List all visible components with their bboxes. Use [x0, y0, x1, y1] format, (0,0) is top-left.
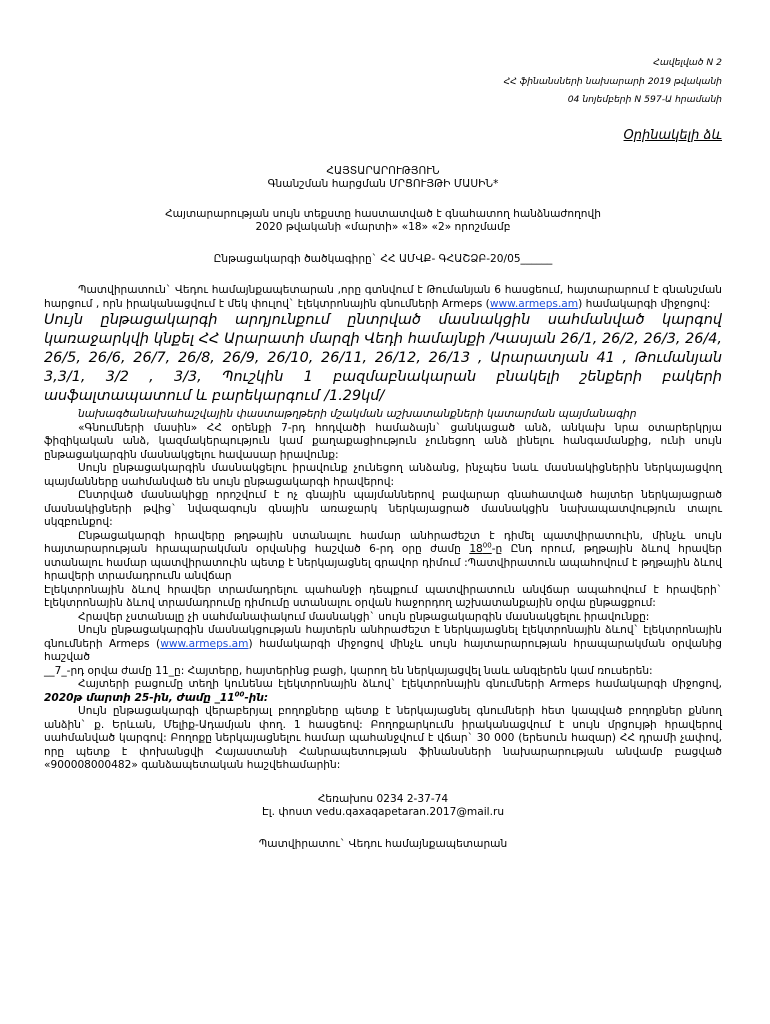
subject-tail: նախագծանախահաշվային փաստաթղթերի մշակման աշխատանքների կատարման պայմանագիր	[78, 408, 637, 420]
approval-note	[44, 208, 722, 235]
opening-date	[44, 689, 269, 704]
annex-line-1: Հավելված N 2	[653, 57, 722, 68]
paragraph-conditions: Սույն ընթացակարգին մասնակցելու իրավունք չունեցող անձանց, ինչպես նաև մասնակիցներին ներկայացվող պայմանները սահմանված են սույն ընթացակարգի հրավերով:	[44, 462, 722, 488]
paragraph-deadline: __7_-րդ օրվա ժամը 11_ը: Հայտերը, հայտերինց բացի, կարող են ներկայացվել նաև անգլերեն կամ ռուսերեն:	[44, 664, 653, 677]
p7-text-b: ) համակարգի միջոցով մինչև սույն հայտարարության հրապարակման օրվանից հաշված	[44, 637, 722, 663]
p4-time-hour: 18	[469, 543, 483, 555]
p4-time-minutes: 00	[482, 541, 492, 550]
contacts	[44, 793, 722, 820]
annex-header	[44, 54, 722, 110]
approval-line-2: 2020 թվականի «մարտի» «18» «2» որոշմամբ	[255, 221, 511, 233]
paragraph-selection: Ընտրված մասնակիցը որոշվում է ոչ գնային պայմաններով բավարար գնահատված հայտեր ներկայացրած մասնակիցների թվից` նվազագույն գնային առաջարկ ներկայացրած մասնակցին նախապատվություն տալու սկզբունքով:	[44, 489, 722, 528]
contact-phone: Հեռախոս 0234 2-37-74	[317, 792, 449, 805]
announcement-title	[44, 165, 722, 192]
procurement-subject: Սույն ընթացակարգի արդյունքում ընտրված մասնակցին սահմանված կարգով կառաջարկվի կնքել ՀՀ Արարատի մարզի Վեդի համայնքի /Կասյան 26/1, 26/2, 26/3, 26/4, 26/5, 26/6, 26/7, 26/8, 26/9, 26/10, 26/11, 26/12, 26/13 , Արարատյան 41 , Թումանյան 3,3/1, 3/2 , 3/3, Պուշկին 1 բազմաբնակարան բնակելի շենքերի բակերի ասֆալտապատում և բարեկարգում /1.29կմ/	[44, 312, 722, 404]
p4-time	[469, 543, 491, 555]
annex-line-3: 04 նոյեմբերի N 597-Ա հրամանի	[567, 94, 722, 105]
paragraph-no-invitation: Հրավեր չստանալը չի սահմանափակում մասնակցի` սույն ընթացակարգին մասնակցելու իրավունքը:	[78, 610, 650, 623]
annex-line-2: ՀՀ ֆինանսների նախարարի 2019 թվականի	[503, 75, 722, 87]
paragraph-paper-invitation	[44, 530, 722, 584]
customer-footer: Պատվիրատու` Վեդու համայնքապետարան	[258, 837, 508, 850]
intro-paragraph	[44, 284, 722, 311]
contact-email: Էլ. փոստ vedu.qaxaqapetaran.2017@mail.ru	[261, 806, 505, 818]
sample-form-label: Օրինակելի ձև	[623, 127, 722, 143]
title-line-2: Գնանշման հարցման ՄՐՑՈՒՅԹԻ ՄԱՍԻՆ*	[267, 178, 499, 190]
opening-date-text: 2020թ մարտի 25-ին, ժամը _11	[44, 691, 235, 704]
paragraph-opening	[44, 678, 722, 705]
armeps-link-2[interactable]: www.armeps.am	[160, 637, 249, 650]
paragraph-submission	[44, 624, 722, 665]
opening-minutes: 00	[234, 689, 245, 698]
intro-text-a: Պատվիրատուն` Վեդու համայնքապետարան ,որը գտնվում է Թումանյան 6 հասցեում, հայտարարում է գնանշման հարցում , որն իրականացվում է մեկ փուլով` էլեկտրոնային գնումների Armeps (	[44, 284, 722, 310]
title-line-1: ՀԱՅՏԱՐԱՐՈՒԹՅՈՒՆ	[326, 164, 440, 177]
opening-suffix: -ին:	[244, 691, 269, 704]
p8-text-a: Հայտերի բացումը տեղի կունենա էլեկտրոնային ձևով` էլեկտրոնային գնումների Armeps համակարգի միջոցով,	[78, 678, 722, 690]
paragraph-electronic-invitation: Էլեկտրոնային ձևով հրավեր տրամադրելու պահանջի դեպքում պատվիրատուն անվճար ապահովում է հրավերի` էլեկտրոնային ձևով տրամադրումը դիմումը ստանալու օրվան հաջորդող աշխատանքային օրվա ընթացքում:	[44, 583, 722, 609]
procedure-code: Ընթացակարգի ծածկագիրը` ՀՀ ԱՄՎՔ- ԳՀԱՇՁԲ-20/05______	[213, 252, 553, 265]
p4-text-b: -ը Ընդ որում, թղթային ձևով հրավեր ստանալու համար պատվիրատուին պետք է ներկայացնել գրավոր դիմում :Պատվիրատուն ապահովում է թղթային ձևով հրավերի տրամադրումն անվճար	[44, 543, 722, 582]
approval-line-1: Հայտարարության սույն տեքստը հաստատված է գնահատող հանձնաժողովի	[165, 207, 601, 220]
p4-text-a: Ընթացակարգի հրավերը թղթային ստանալու համար անհրաժեշտ է դիմել պատվիրատուին, մինչև սույն հայտարարության հրապարակման օրվանից հաշված 6-րդ օրը ժամը	[44, 529, 722, 555]
paragraph-participation: «Գնումների մասին» ՀՀ օրենքի 7-րդ հոդվածի համաձայն` ցանկացած անձ, անկախ նրա օտարերկրյա ֆիզիկական անձ, կազմակերպություն կամ քաղաքացիություն չունեցող անձ լինելու հանգամանքից, ունի սույն ընթացակարգին մասնակցելու հավասար իրավունք:	[44, 421, 722, 461]
intro-text-b: ) համակարգի միջոցով:	[578, 297, 711, 310]
p7-text-a: Սույն ընթացակարգին մասնակցության հայտերն անհրաժեշտ է ներկայացնել էլեկտրոնային ձևով` էլեկտրոնային գնումների Armeps (	[44, 624, 722, 650]
armeps-link[interactable]: www.armeps.am	[489, 297, 579, 310]
paragraph-appeals: Սույն ընթացակարգի վերաբերյալ բողոքները պետք է ներկայացնել գնումների հետ կապված բողոքներ քննող անձին` ք. Երևան, Մելիք-Ադամյան փող. 1 հասցեով: Բողոքարկումն իրականացվում է սույն մրցույթի հրավերով սահմանված կարգով: Բողոքը ներկայացնելու համար պահանջվում է վճար` 30 000 (երեսուն հազար) ՀՀ դրամի չափով, որը պետք է փոխանցվի Հայաստանի Հանրապետության ֆինանսների նախարարության անվամբ բացված «900008000482» գանձապետական հաշվեհամարին:	[44, 705, 722, 771]
